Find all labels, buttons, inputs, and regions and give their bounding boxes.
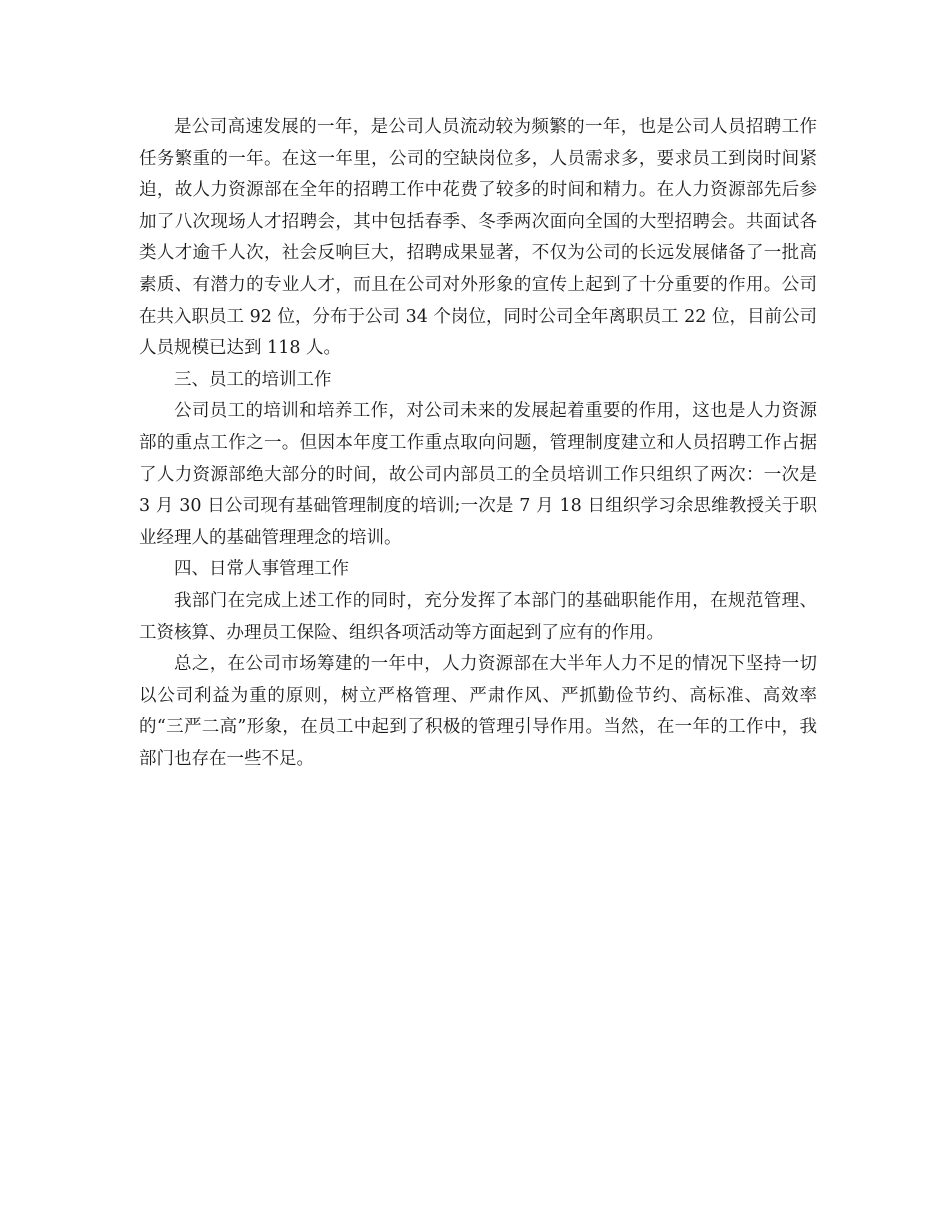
section-heading-training: 三、员工的培训工作: [174, 369, 332, 390]
paragraph-recruitment: 是公司高速发展的一年，是公司人员流动较为频繁的一年，也是公司人员招聘工作任务繁重的一年。在这一年里，公司的空缺岗位多，人员需求多，要求员工到岗时间紧迫，故人力资源部在全年的招聘工作中花费了较多的时间和精力。在人力资源部先后参加了八次现场人才招聘会，其中包括春季、冬季两次面向全国的大型招聘会。共面试各类人才逾千人次，社会反响巨大，招聘成果显著，不仅为公司的长远发展储备了一批高素质、有潜力的专业人才，而且在公司对外形象的宣传上起到了十分重要的作用。公司在共入职员工 92 位，分布于公司 34 个岗位，同时公司全年离职员工 22 位，目前公司人员规模已达到 118 人。: [139, 117, 817, 359]
paragraph-training: 公司员工的培训和培养工作，对公司未来的发展起着重要的作用，这也是人力资源部的重点工作之一。但因本年度工作重点取向问题，管理制度建立和人员招聘工作占据了人力资源部绝大部分的时间，故公司内部员工的全员培训工作只组织了两次：一次是 3 月 30 日公司现有基础管理制度的培训;一次是 7 月 18 日组织学习余思维教授关于职业经理人的基础管理理念的培训。: [139, 401, 817, 548]
section-heading-daily-hr: 四、日常人事管理工作: [174, 559, 349, 580]
document-body: [139, 112, 817, 775]
paragraph-daily-hr: 我部门在完成上述工作的同时，充分发挥了本部门的基础职能作用，在规范管理、工资核算、办理员工保险、组织各项活动等方面起到了应有的作用。: [139, 590, 817, 643]
paragraph-summary: 总之，在公司市场筹建的一年中，人力资源部在大半年人力不足的情况下坚持一切以公司利益为重的原则，树立严格管理、严肃作风、严抓勤俭节约、高标准、高效率的“三严二高”形象，在员工中起到了积极的管理引导作用。当然，在一年的工作中，我部门也存在一些不足。: [139, 654, 817, 769]
